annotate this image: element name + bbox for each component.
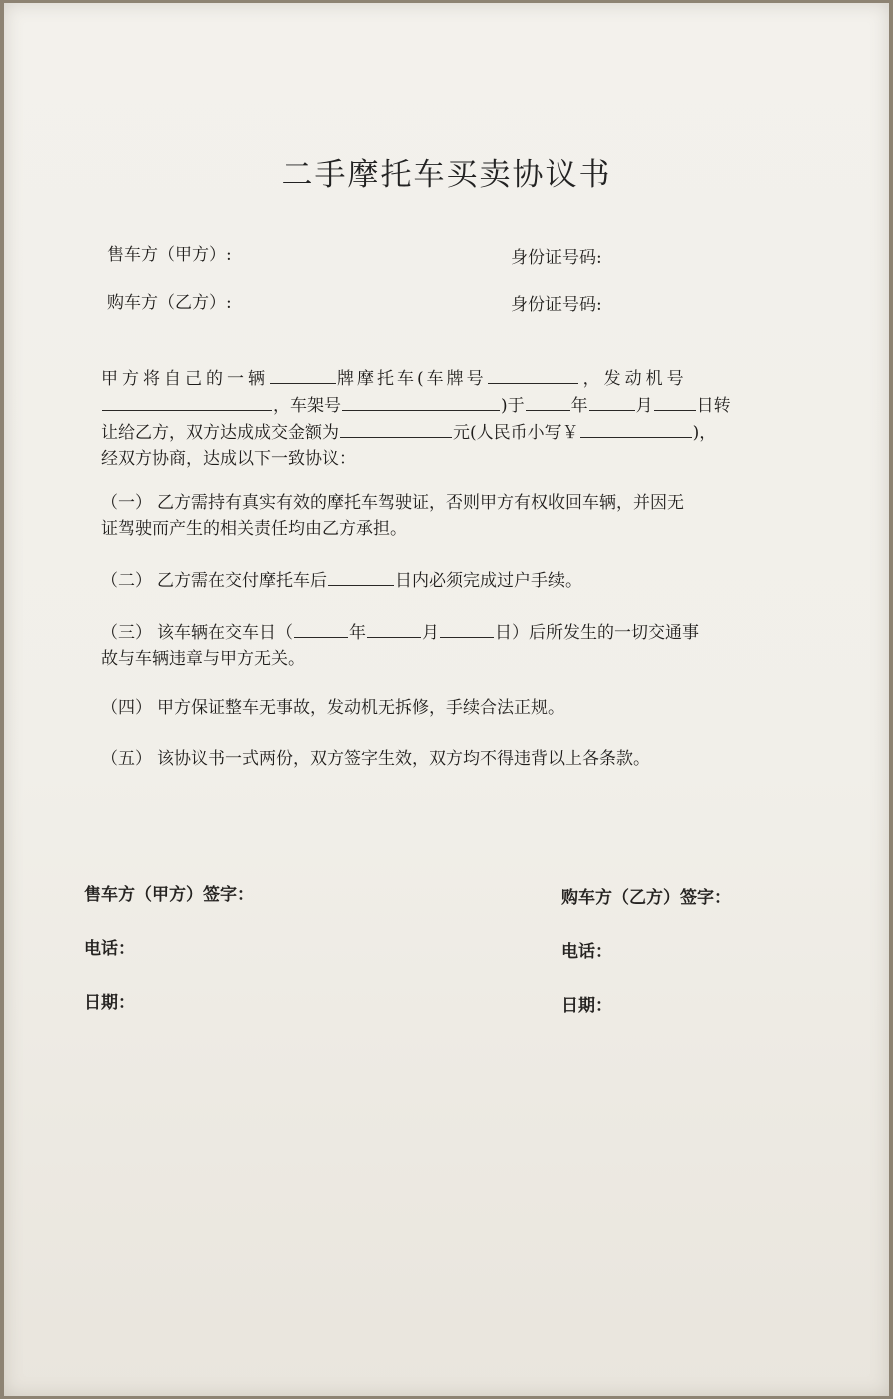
buyer-signature-label: 购车方（乙方）签字： — [561, 888, 731, 908]
clause-1 — [101, 490, 801, 542]
clause-text: 月 — [422, 623, 439, 643]
intro-text: 元(人民币小写￥ — [453, 423, 579, 443]
intro-text: )， — [692, 423, 717, 443]
clause-text: 日）后所发生的一切交通事 — [495, 623, 699, 643]
intro-text: ，车架号 — [273, 396, 341, 416]
intro-line-3 — [101, 419, 801, 446]
intro-text: 甲方将自己的一辆 — [101, 369, 269, 389]
month-blank — [589, 392, 635, 411]
buyer-phone-label: 电话： — [561, 942, 612, 962]
clause-text: 该车辆在交车日（ — [157, 623, 293, 643]
intro-text: 月 — [635, 396, 653, 416]
clause-text: 乙方需持有真实有效的摩托车驾驶证，否则甲方有权收回车辆，并因无 — [157, 493, 684, 513]
clause-number: （二） — [101, 571, 152, 591]
seller-id-label: 身份证号码: — [511, 248, 602, 268]
clause-text: 证驾驶而产生的相关责任均由乙方承担。 — [101, 519, 407, 539]
clause-number: （三） — [101, 623, 152, 643]
document-title: 二手摩托车买卖协议书 — [281, 157, 612, 193]
intro-line-2 — [101, 392, 801, 419]
intro-text: ，发动机号 — [582, 369, 688, 389]
amount-figure-blank — [580, 419, 692, 438]
intro-text: 年 — [570, 396, 588, 416]
frame-blank — [342, 392, 500, 411]
clause-5 — [101, 746, 801, 772]
clause-text: 日内必须完成过户手续。 — [395, 571, 582, 591]
day-blank — [654, 392, 696, 411]
clause-text: 乙方需在交付摩托车后 — [157, 571, 327, 591]
seller-date-label: 日期： — [84, 993, 135, 1013]
year-blank — [526, 392, 570, 411]
clause-text: 年 — [349, 623, 366, 643]
contract-page — [4, 3, 889, 1396]
buyer-date-label: 日期： — [561, 996, 612, 1016]
plate-blank — [488, 365, 578, 384]
clause-number: （五） — [101, 749, 152, 769]
intro-line-4: 经双方协商，达成以下一致协议： — [101, 449, 356, 469]
transfer-days-blank — [328, 567, 394, 586]
intro-line-1 — [101, 365, 801, 392]
clause-text: 该协议书一式两份，双方签字生效，双方均不得违背以上各条款。 — [157, 749, 650, 769]
buyer-label: 购车方（乙方）: — [107, 293, 232, 313]
seller-signature-label: 售车方（甲方）签字： — [84, 885, 254, 905]
seller-label: 售车方（甲方）: — [107, 245, 232, 265]
clause-3 — [101, 619, 801, 672]
clause-4 — [101, 695, 801, 721]
engine-blank — [102, 392, 272, 411]
intro-paragraph — [101, 365, 801, 472]
handover-month-blank — [367, 619, 421, 638]
intro-text: 日转 — [696, 396, 731, 416]
clause-text: 甲方保证整车无事故，发动机无拆修，手续合法正规。 — [157, 698, 565, 718]
brand-blank — [270, 365, 336, 384]
clause-number: （四） — [101, 698, 152, 718]
seller-phone-label: 电话： — [84, 939, 135, 959]
intro-text: 让给乙方，双方达成成交金额为 — [101, 423, 339, 443]
clause-number: （一） — [101, 493, 152, 513]
intro-text: 牌摩托车(车牌号 — [337, 369, 487, 389]
buyer-id-label: 身份证号码: — [511, 295, 602, 315]
handover-day-blank — [440, 619, 494, 638]
clause-text: 故与车辆违章与甲方无关。 — [101, 649, 305, 669]
amount-blank — [340, 419, 452, 438]
handover-year-blank — [294, 619, 348, 638]
intro-text: )于 — [501, 396, 525, 416]
clause-2 — [101, 567, 801, 594]
